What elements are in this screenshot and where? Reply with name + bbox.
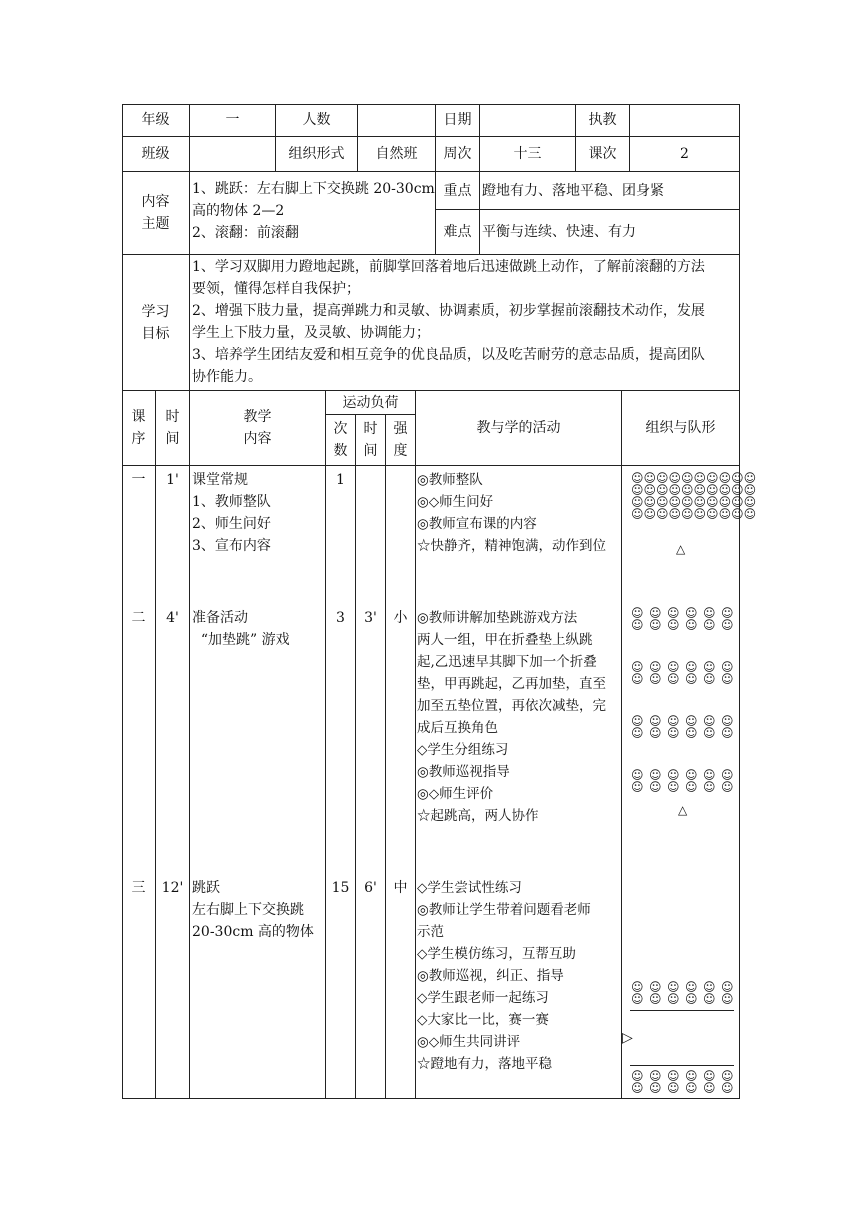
activity-line: ☆蹬地有力，落地平稳: [417, 1056, 552, 1072]
col-teach-2: 内容: [243, 431, 272, 447]
content-item: 左右脚上下交换跳: [192, 902, 304, 918]
activity-line: 两人一组，甲在折叠垫上纵跳: [417, 632, 593, 648]
section-intensity: 小: [393, 610, 408, 626]
mat-line: [630, 1065, 734, 1066]
goals-label: [122, 255, 190, 391]
activity-line: ◇学生模仿练习，互帮互助: [417, 946, 576, 962]
count-label: [276, 104, 358, 137]
content-line: 2、滚翻：前滚翻: [192, 225, 299, 241]
teacher-value: [630, 104, 740, 137]
formation-line-1: ☺☺☺☺☺☺ ☺☺☺☺☺☺: [631, 980, 740, 1006]
activity-line: ◎教师让学生带着问题看老师: [417, 902, 591, 918]
goal-line: 协作能力。: [192, 369, 262, 385]
content-item: 跳跃: [192, 880, 220, 896]
section-time: 12': [161, 880, 184, 896]
count-column: [326, 466, 356, 1099]
week-label-text: 周次: [443, 146, 472, 162]
teacher-label-text: 执教: [588, 112, 617, 128]
activity-line: ☆起跳高，两人协作: [417, 808, 539, 824]
activity-line: ◎教师宣布课的内容: [417, 516, 537, 532]
lesson-value: [630, 137, 740, 172]
activity-line: ◇学生分组练习: [417, 742, 509, 758]
col-teach-1: 教学: [243, 409, 272, 425]
col-dur-2: 间: [363, 443, 378, 459]
teacher-triangle-icon: △: [678, 803, 688, 817]
content-theme-label: [122, 172, 190, 255]
section-seq: 一: [131, 472, 146, 488]
org-label: [276, 137, 358, 172]
goals-label-2: 目标: [141, 325, 170, 342]
section-duration: 6': [364, 880, 377, 896]
teacher-triangle-icon: △: [676, 542, 686, 556]
section-count: 1: [336, 472, 345, 488]
lesson-plan-table: [122, 104, 757, 1099]
col-time-2: 间: [165, 431, 180, 447]
time-column: [156, 466, 190, 1099]
section-activities: [417, 877, 591, 1075]
week-value: [480, 137, 576, 172]
col-int-1: 强: [393, 421, 408, 437]
col-load-header: [326, 391, 416, 415]
section-seq: 二: [131, 610, 146, 626]
goal-line: 1、学习双脚用力蹬地起跳，前脚掌回落着地后迅速做跳上动作，了解前滚翻的方法: [192, 259, 705, 275]
formation-pairs-3: ☺☺☺☺☺☺ ☺☺☺☺☺☺: [631, 714, 740, 740]
lesson-value-text: 2: [680, 146, 689, 162]
goal-line: 3、培养学生团结友爱和相互竞争的优良品质，以及吃苦耐劳的意志品质，提高团队: [192, 347, 705, 363]
org-value: [358, 137, 436, 172]
seq-column: [122, 466, 156, 1099]
section-activities: [417, 469, 606, 557]
diff-value-text: 平衡与连续、快速、有力: [482, 224, 636, 240]
col-times-2: 数: [333, 443, 348, 459]
col-time-header: [156, 391, 190, 466]
content-item: 3、宣布内容: [192, 538, 271, 554]
content-line: 1、跳跃：左右脚上下交换跳 20-30cm: [192, 181, 435, 197]
activity-line: ◎教师讲解加垫跳游戏方法: [417, 610, 578, 626]
grade-label: [122, 104, 190, 137]
formation-pairs-1: ☺☺☺☺☺☺ ☺☺☺☺☺☺: [631, 606, 740, 632]
difficulty-value: [480, 210, 740, 255]
teacher-label: [576, 104, 630, 137]
org-label-text: 组织形式: [288, 146, 345, 162]
key-point-value: [480, 172, 740, 210]
col-duration-header: [356, 415, 386, 466]
section-intensity: 中: [393, 880, 408, 896]
formation-pairs-2: ☺☺☺☺☺☺ ☺☺☺☺☺☺: [631, 660, 740, 686]
org-value-text: 自然班: [375, 146, 418, 162]
content-label-2: 主题: [141, 216, 170, 232]
content-item: 20-30cm 高的物体: [192, 924, 314, 940]
lesson-label-text: 课次: [588, 146, 617, 162]
activity-column: [416, 466, 622, 1099]
content-item: 准备活动: [192, 610, 248, 626]
col-seq-2: 序: [131, 431, 146, 447]
activity-line: ◎◇师生评价: [417, 786, 494, 802]
col-intensity-header: [386, 415, 416, 466]
activity-line: 垫，甲再跳起，乙再加垫，直至: [417, 676, 606, 692]
diff-label-text: 难点: [443, 224, 472, 240]
content-item: 1、教师整队: [192, 494, 271, 510]
activity-line: 加至五垫位置，再依次减垫，完: [417, 698, 606, 714]
difficulty-label: [436, 210, 480, 255]
section-count: 15: [331, 880, 350, 896]
count-value: [358, 104, 436, 137]
col-times-1: 次: [333, 421, 348, 437]
class-value: [190, 137, 276, 172]
grade-label-text: 年级: [141, 112, 170, 128]
week-value-text: 十三: [513, 146, 542, 162]
col-seq-header: [122, 391, 156, 466]
col-activity-header: [416, 391, 622, 466]
col-activity-text: 教与学的活动: [476, 420, 561, 436]
mat-line: [630, 1010, 734, 1011]
key-value-text: 蹬地有力、落地平稳、团身紧: [482, 182, 664, 199]
col-seq-1: 课: [131, 409, 146, 425]
col-int-2: 度: [393, 443, 408, 459]
content-label-1: 内容: [141, 194, 170, 210]
key-point-label: [436, 172, 480, 210]
intensity-column: [386, 466, 416, 1099]
activity-line: ◎教师巡视指导: [417, 764, 510, 780]
content-line: 高的物体 2—2: [192, 203, 285, 219]
activity-line: 示范: [417, 924, 444, 940]
activity-line: ◎教师巡视，纠正、指导: [417, 968, 564, 984]
grade-value-text: 一: [225, 112, 240, 128]
date-label: [436, 104, 480, 137]
content-theme-text: [190, 172, 436, 255]
class-label-text: 班级: [141, 146, 170, 162]
formation-line-2: ☺☺☺☺☺☺ ☺☺☺☺☺☺: [631, 1069, 740, 1095]
col-org-text: 组织与队形: [645, 420, 716, 436]
goal-line: 2、增强下肢力量，提高弹跳力和灵敏、协调素质，初步掌握前滚翻技术动作，发展: [192, 303, 705, 319]
section-content: [192, 877, 314, 943]
section-seq: 三: [131, 880, 146, 896]
col-dur-1: 时: [363, 421, 378, 437]
activity-line: 起,乙迅速早其脚下加一个折叠: [417, 654, 597, 670]
activity-line: ◇学生跟老师一起练习: [417, 990, 549, 1006]
col-org-header: [622, 391, 740, 466]
content-item: “加垫跳” 游戏: [192, 632, 290, 648]
teacher-triangle-icon: ▷: [622, 1030, 633, 1046]
activity-line: ◎◇师生问好: [417, 494, 494, 510]
date-label-text: 日期: [443, 112, 472, 128]
goal-line: 要领，懂得怎样自我保护；: [192, 281, 360, 297]
section-activities: [417, 607, 606, 827]
activity-line: 成后互换角色: [417, 720, 498, 736]
content-item: 2、师生问好: [192, 516, 271, 532]
col-count-header: [326, 415, 356, 466]
col-content-header: [190, 391, 326, 466]
content-column: [190, 466, 326, 1099]
section-time: 4': [166, 610, 179, 626]
activity-line: ☆快静齐，精神饱满，动作到位: [417, 538, 606, 554]
section-content: [192, 469, 271, 557]
activity-line: ◎教师整队: [417, 472, 483, 488]
section-content: [192, 607, 290, 651]
week-label: [436, 137, 480, 172]
col-load-text: 运动负荷: [342, 394, 399, 411]
activity-line: ◎◇师生共同讲评: [417, 1034, 521, 1050]
col-time-1: 时: [165, 409, 180, 425]
content-item: 课堂常规: [192, 472, 248, 488]
count-label-text: 人数: [302, 112, 331, 128]
date-value: [480, 104, 576, 137]
section-time: 1': [166, 472, 179, 488]
activity-line: ◇学生尝试性练习: [417, 880, 522, 896]
goal-line: 学生上下肢力量，及灵敏、协调能力；: [192, 325, 430, 341]
class-label: [122, 137, 190, 172]
formation-column: [622, 466, 757, 1099]
grade-value: [190, 104, 276, 137]
section-duration: 3': [364, 610, 377, 626]
goals-text: [190, 255, 740, 391]
lesson-label: [576, 137, 630, 172]
activity-line: ◇大家比一比，赛一赛: [417, 1012, 549, 1028]
formation-pairs-4: ☺☺☺☺☺☺ ☺☺☺☺☺☺: [631, 768, 740, 794]
duration-column: [356, 466, 386, 1099]
section-count: 3: [336, 610, 345, 626]
formation-dense: ☺☺☺☺☺☺☺☺☺☺ ☺☺☺☺☺☺☺☺☺☺ ☺☺☺☺☺☺☺☺☺☺ ☺☺☺☺☺☺☺☺☺☺: [631, 471, 757, 521]
goals-label-1: 学习: [141, 303, 170, 320]
key-label-text: 重点: [443, 182, 472, 199]
